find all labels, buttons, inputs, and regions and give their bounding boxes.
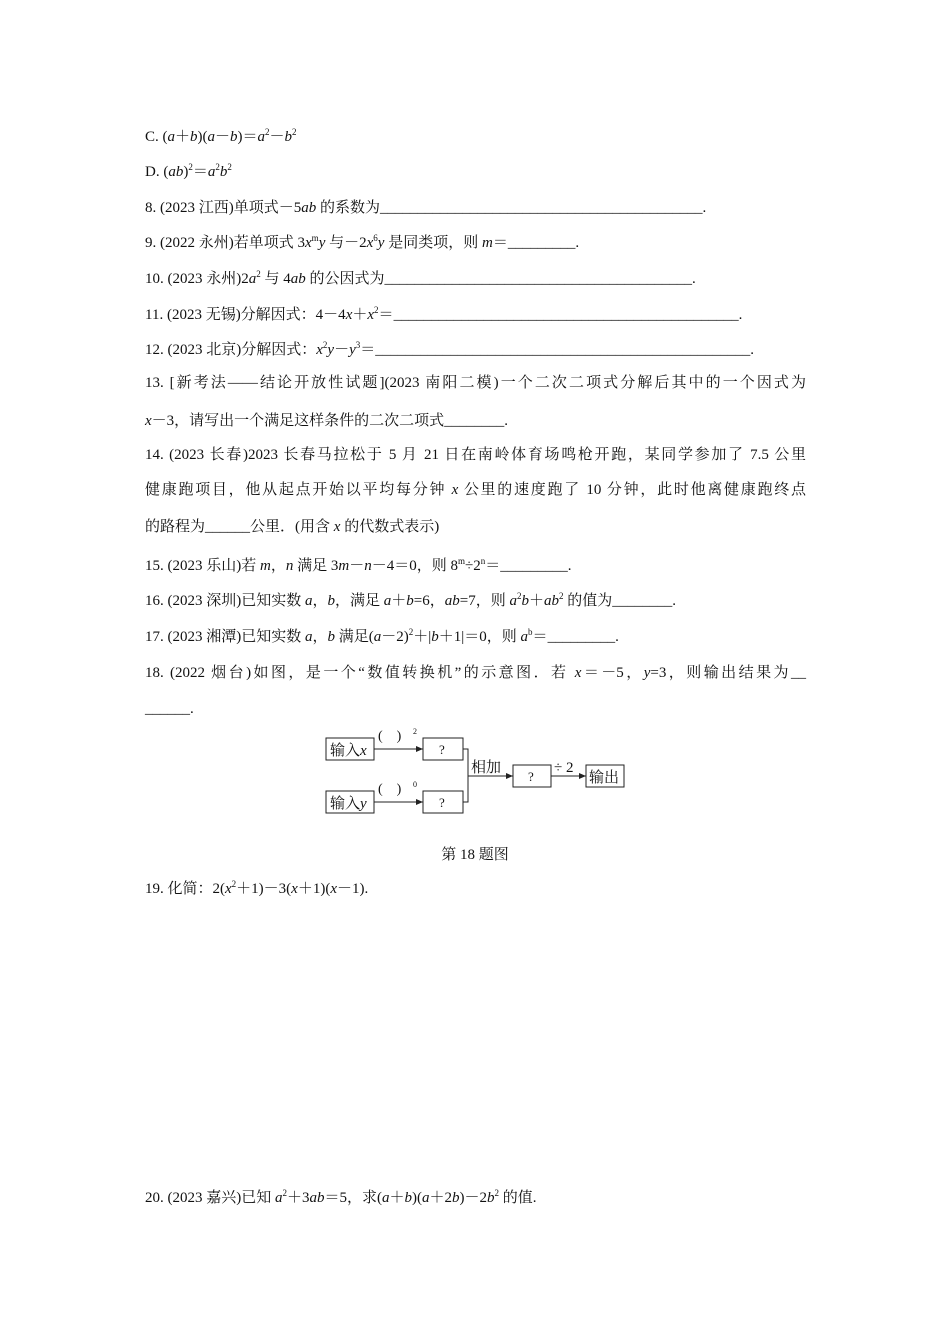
math-variable: ab — [444, 593, 460, 609]
text-segment: －2) — [381, 629, 409, 645]
text-segment: . — [692, 271, 696, 287]
math-variable: b — [406, 593, 414, 609]
text-segment: )( — [412, 1190, 423, 1206]
text-segment: － — [215, 129, 231, 145]
math-variable: m — [260, 558, 271, 574]
math-variable: x — [367, 307, 375, 323]
math-variable: ab — [290, 271, 306, 287]
text-segment: ＝ — [360, 342, 376, 358]
math-variable: ab — [301, 200, 317, 216]
math-variable: a — [422, 1190, 430, 1206]
text-segment: 的系数为 — [316, 200, 381, 216]
exponent: 2 — [282, 1188, 287, 1198]
text-segment: ＋3 — [287, 1190, 310, 1206]
text-segment: D. ( — [145, 164, 169, 180]
math-variable: b — [327, 629, 336, 645]
add-label: 相加 — [471, 760, 502, 776]
exponent: 2 — [227, 162, 232, 172]
text-segment: ＋2 — [429, 1190, 453, 1206]
answer-blank: _________________________________________ — [384, 271, 693, 287]
text-segment: ＋ — [389, 1190, 405, 1206]
math-variable: x — [330, 881, 338, 897]
divide-by-2-label: ÷ 2 — [554, 760, 574, 776]
zero-power-paren: ( ) — [378, 782, 402, 797]
question-9 — [145, 233, 579, 253]
math-variable: y — [349, 342, 356, 358]
text-segment: 与 4 — [260, 271, 291, 287]
exponent: n — [480, 556, 486, 566]
math-variable: x — [305, 235, 312, 251]
option-c — [145, 127, 297, 147]
text-segment: 9. (2022 永州)若单项式 3 — [145, 235, 305, 251]
math-variable: b — [487, 1190, 495, 1206]
text-segment: ) — [183, 164, 189, 180]
text-segment: 公里．(用含 — [250, 519, 334, 535]
text-segment: ， — [312, 629, 328, 645]
text-segment: . — [672, 593, 677, 609]
text-segment: ＝ — [532, 629, 548, 645]
math-variable: ab — [309, 1190, 325, 1206]
text-segment: . — [575, 235, 580, 251]
exponent: 2 — [322, 340, 328, 350]
text-segment: 12. (2023 北京)分解因式： — [145, 342, 317, 358]
math-variable: a — [520, 629, 529, 645]
math-variable: ab — [544, 593, 559, 609]
question-14-line-1 — [145, 445, 806, 465]
question-18-line-2 — [145, 699, 194, 719]
math-variable: y — [318, 235, 326, 251]
math-variable: a — [275, 1190, 283, 1206]
text-segment: )( — [197, 129, 208, 145]
question-13-line-1 — [145, 373, 806, 393]
text-segment: 8. (2023 江西)单项式－5 — [145, 200, 302, 216]
math-variable: b — [284, 129, 293, 145]
text-segment: ÷2 — [465, 558, 481, 574]
text-segment: 的值为 — [563, 593, 613, 609]
question-10 — [145, 269, 696, 289]
text-segment: － — [269, 129, 285, 145]
exponent: 2 — [215, 162, 220, 172]
input-x-label: 输入x — [330, 743, 367, 759]
math-variable: a — [207, 164, 216, 180]
answer-blank: ___________________________________________ — [380, 200, 703, 216]
text-segment: 与－2 — [325, 235, 367, 251]
math-variable: a — [382, 1190, 390, 1206]
input-y-label: 输入y — [330, 796, 367, 812]
text-segment: －1). — [337, 881, 369, 897]
text-segment: 是同类项，则 — [384, 235, 482, 251]
question-11 — [145, 305, 742, 325]
text-segment: 的公因式为 — [305, 271, 385, 287]
text-segment: ＝5，求( — [324, 1190, 383, 1206]
math-variable: x — [316, 342, 323, 358]
text-segment: . — [738, 307, 743, 323]
text-segment: ＝ — [485, 558, 501, 574]
answer-blank: _________ — [507, 235, 576, 251]
text-segment: ＋ — [391, 593, 407, 609]
unknown-2: ? — [439, 795, 445, 810]
math-variable: x — [451, 482, 459, 498]
exponent: 2 — [265, 127, 270, 137]
text-segment: 10. (2023 永州)2 — [145, 271, 249, 287]
text-segment: . — [504, 413, 508, 429]
math-variable: a — [305, 593, 313, 609]
text-segment: 14. (2023 长春)2023 长春马拉松于 5 月 21 日在南岭体育场鸣枪开跑，某同学参加了 7.5 公里 — [145, 447, 806, 463]
math-variable: b — [431, 629, 439, 645]
text-segment: ＝ — [192, 164, 208, 180]
exponent: 2 — [374, 305, 379, 315]
text-segment: ，满足 — [335, 593, 384, 609]
answer-blank: ________ — [444, 413, 505, 429]
text-segment: ， — [270, 558, 286, 574]
math-variable: b — [452, 1190, 460, 1206]
exponent: 2 — [408, 627, 414, 637]
exponent: 2 — [188, 162, 193, 172]
math-variable: n — [285, 558, 294, 574]
text-segment: =6， — [413, 593, 445, 609]
text-segment: . — [567, 558, 572, 574]
math-variable: a — [248, 271, 257, 287]
text-segment: ＝ — [492, 235, 508, 251]
math-variable: y — [643, 665, 651, 681]
text-segment: 11. (2023 无锡)分解因式：4－4 — [145, 307, 346, 323]
math-variable: m — [338, 558, 350, 574]
exponent: 2 — [256, 269, 261, 279]
math-variable: x — [291, 881, 298, 897]
text-segment: ＋ — [352, 307, 368, 323]
text-segment: －3，请写出一个满足这样条件的二次二项式 — [151, 413, 445, 429]
option-d — [145, 162, 232, 182]
math-variable: x — [225, 881, 232, 897]
exponent: 2 — [516, 591, 522, 601]
answer-blank: ______________________________________________ — [393, 307, 739, 323]
math-variable: a — [305, 629, 313, 645]
exponent: 2 — [559, 591, 564, 601]
question-14-line-2 — [145, 480, 806, 500]
text-segment: 13. [新考法——结论开放性试题](2023 南阳二模)一个二次二项式分解后其中的一个因式为 — [145, 375, 806, 391]
question-17 — [145, 627, 619, 647]
text-segment: =3，则输出结果为__ — [650, 665, 806, 681]
exponent-0: 0 — [413, 780, 417, 789]
question-13-line-2 — [145, 411, 508, 431]
exponent: b — [528, 627, 533, 637]
exponent: 6 — [373, 233, 378, 243]
text-segment: )＝ — [237, 129, 258, 145]
text-segment: ＋1)( — [297, 881, 331, 897]
math-variable: b — [219, 164, 228, 180]
text-segment: . — [750, 342, 755, 358]
math-variable: a — [257, 129, 266, 145]
question-16 — [145, 591, 676, 611]
math-variable: x — [366, 235, 374, 251]
text-segment: ＋ — [528, 593, 544, 609]
question-12 — [145, 340, 754, 360]
answer-blank: ________ — [612, 593, 673, 609]
text-segment: 健康跑项目，他从起点开始以平均每分钟 — [145, 482, 452, 498]
text-segment: 20. (2023 嘉兴)已知 — [145, 1190, 275, 1206]
text-segment: 16. (2023 深圳)已知实数 — [145, 593, 305, 609]
math-variable: a — [207, 129, 216, 145]
text-segment: － — [334, 342, 350, 358]
text-segment: 的路程为 — [145, 519, 206, 535]
math-variable: y — [377, 235, 385, 251]
math-variable: m — [481, 235, 493, 251]
math-variable: b — [521, 593, 529, 609]
text-segment: )－2 — [459, 1190, 488, 1206]
figure-caption: 第 18 题图 — [441, 847, 509, 863]
text-segment: ＋1|＝0，则 — [438, 629, 521, 645]
math-variable: a — [383, 593, 392, 609]
answer-blank: ______ — [205, 519, 251, 535]
math-variable: b — [190, 129, 198, 145]
text-segment: 15. (2023 乐山)若 — [145, 558, 260, 574]
math-variable: a — [167, 129, 175, 145]
answer-blank: __________________________________________________ — [375, 342, 751, 358]
unknown-1: ? — [439, 742, 445, 757]
math-variable: x — [574, 665, 582, 681]
text-segment: C. ( — [145, 129, 168, 145]
question-19 — [145, 879, 368, 899]
text-segment: . — [615, 629, 619, 645]
question-18-line-1 — [145, 663, 806, 683]
text-segment: 的代数式表示) — [340, 519, 440, 535]
text-segment: 的值. — [499, 1190, 537, 1206]
text-segment: 19. 化简：2( — [145, 881, 225, 897]
text-segment: 满足 3 — [293, 558, 339, 574]
math-variable: ab — [168, 164, 184, 180]
answer-blank: _________ — [547, 629, 616, 645]
math-variable: a — [373, 629, 382, 645]
text-segment: 满足( — [335, 629, 374, 645]
text-segment: 18. (2022 烟台)如图，是一个“数值转换机”的示意图．若 — [145, 665, 575, 681]
text-segment: －4＝0，则 8 — [371, 558, 458, 574]
output-label: 输出 — [589, 770, 620, 786]
text-segment: . — [190, 701, 194, 717]
exponent-2: 2 — [413, 727, 417, 736]
question-8 — [145, 198, 706, 218]
exponent: 2 — [231, 879, 237, 889]
exponent: m — [311, 233, 319, 243]
exponent: m — [458, 556, 466, 566]
number-converter-diagram — [320, 722, 640, 822]
text-segment: 公里的速度跑了 10 分钟，此时他离健康跑终点 — [458, 482, 806, 498]
math-variable: a — [509, 593, 517, 609]
math-variable: x — [145, 413, 152, 429]
math-variable: x — [345, 307, 353, 323]
text-segment: 17. (2023 湘潭)已知实数 — [145, 629, 305, 645]
text-segment: =7，则 — [459, 593, 510, 609]
math-variable: x — [333, 519, 341, 535]
text-segment: － — [349, 558, 365, 574]
text-segment: ＋1)－3( — [236, 881, 292, 897]
unknown-3: ? — [528, 769, 534, 784]
text-segment: ＝－5， — [581, 665, 644, 681]
text-segment: ＝ — [378, 307, 394, 323]
answer-blank: ______ — [145, 701, 190, 717]
text-segment: ＋| — [413, 629, 432, 645]
math-variable: b — [404, 1190, 413, 1206]
text-segment: . — [702, 200, 707, 216]
answer-blank: _________ — [500, 558, 568, 574]
exponent: 2 — [494, 1188, 500, 1198]
text-segment: ， — [312, 593, 328, 609]
question-14-line-3 — [145, 517, 439, 537]
text-segment: ＋ — [175, 129, 191, 145]
math-variable: y — [327, 342, 335, 358]
math-variable: n — [364, 558, 372, 574]
math-variable: b — [327, 593, 336, 609]
exponent: 3 — [355, 340, 361, 350]
square-paren: ( ) — [378, 729, 402, 744]
question-20 — [145, 1188, 537, 1208]
math-variable: b — [230, 129, 238, 145]
exponent: 2 — [292, 127, 297, 137]
question-15 — [145, 556, 572, 576]
